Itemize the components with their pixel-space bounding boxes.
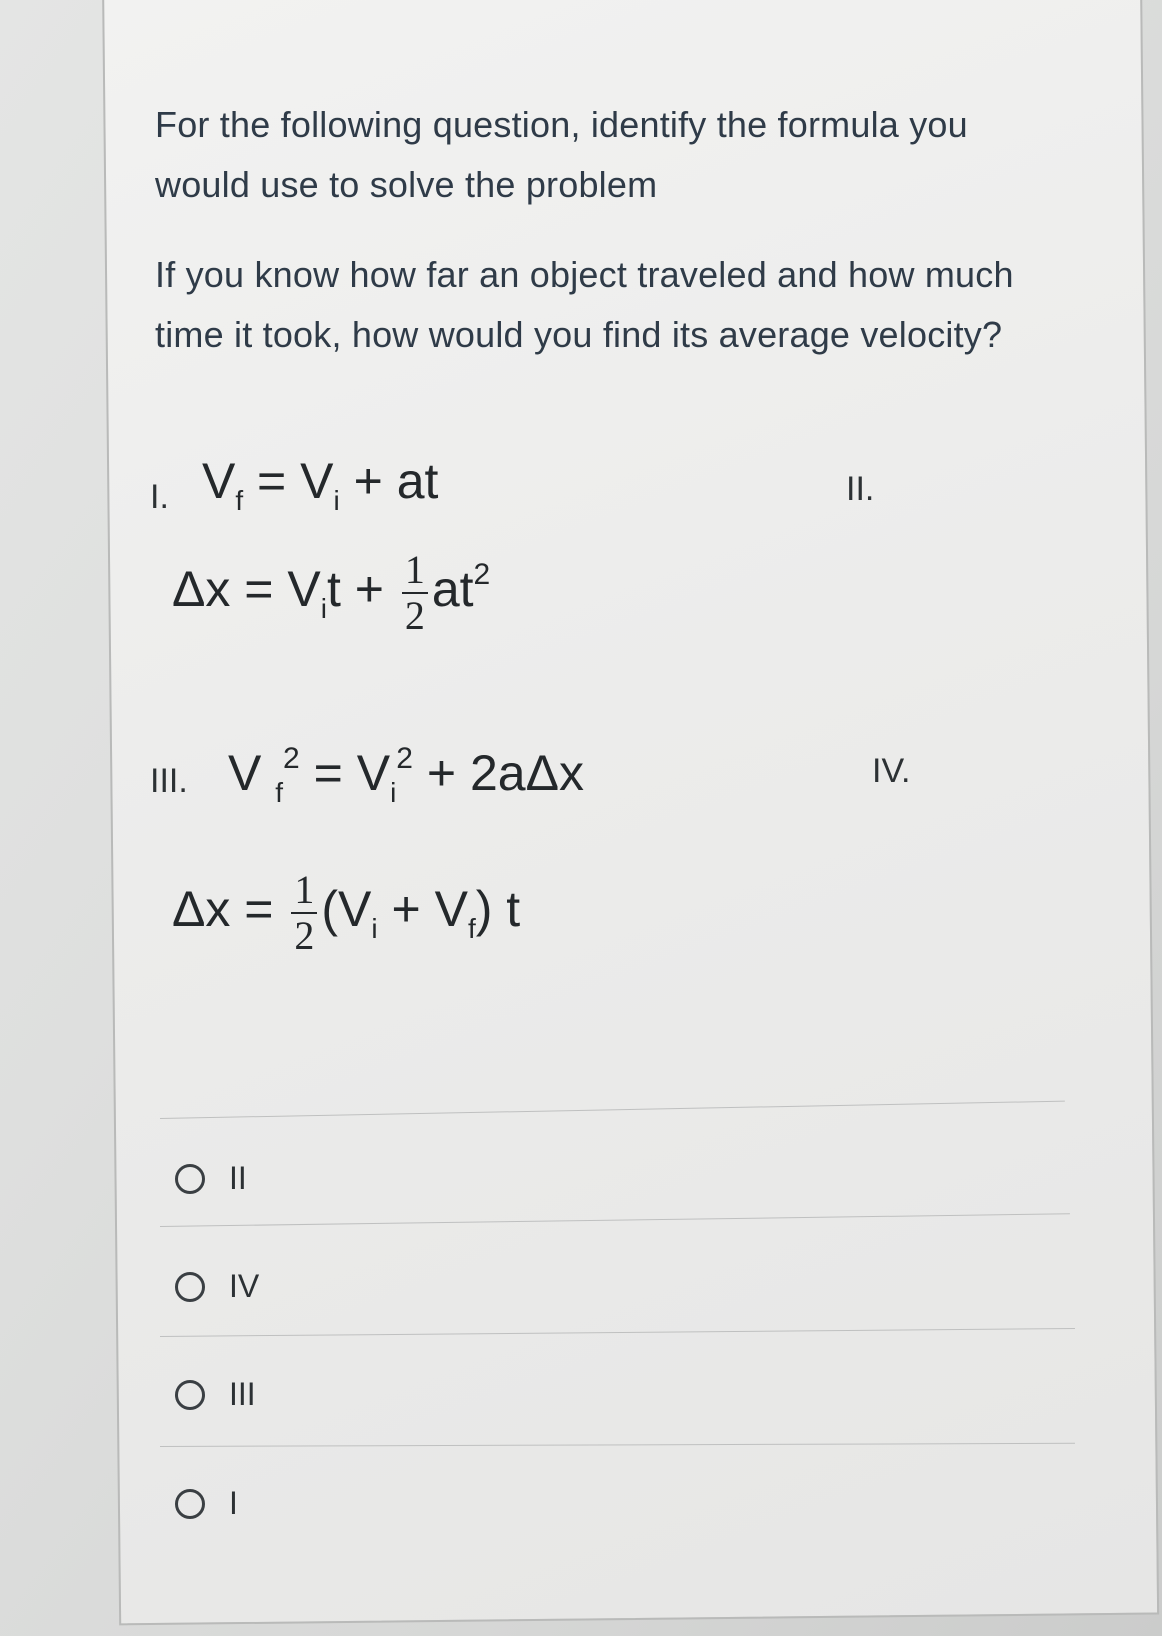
formula-ii: $\Delta x = V_it$ + $\frac{1}{2}$ $at^2$ <box>172 547 491 638</box>
question-card <box>102 0 1159 1625</box>
radio-button[interactable] <box>175 1272 205 1302</box>
answer-option-label: II <box>229 1160 247 1196</box>
answer-option-iv[interactable] <box>175 1268 259 1305</box>
answer-option-label: I <box>229 1485 238 1521</box>
radio-button[interactable] <box>175 1489 205 1519</box>
question-prompt: If you know how far an object traveled and how much time it took, how would you find its average velocity? <box>155 254 1014 355</box>
formula-label-iv: IV. <box>872 752 911 790</box>
fraction-one-half: $\frac{1}{2}$ <box>291 868 317 958</box>
radio-button[interactable] <box>175 1164 205 1194</box>
formula-label-iii: III. <box>150 762 188 800</box>
formula-i: $V_f = V_i$ + at <box>202 453 439 516</box>
answer-option-iii[interactable] <box>175 1376 256 1413</box>
answer-option-label: IV <box>229 1268 260 1304</box>
formula-label-ii: II. <box>846 470 875 508</box>
answer-option-ii[interactable] <box>175 1160 247 1197</box>
fraction-one-half: $\frac{1}{2}$ <box>402 548 428 638</box>
answer-option-i[interactable] <box>175 1485 238 1522</box>
answer-option-label: III <box>229 1376 256 1412</box>
formula-iv: Δx = $\frac{1}{2}$ $(V_i + V_f)$ t <box>172 867 521 958</box>
question-instruction: For the following question, identify the formula you would use to solve the problem <box>155 104 968 205</box>
formula-iii: V $_f^2 = V_i^2 + 2a\Delta x$ <box>228 742 584 808</box>
formula-label-i: I. <box>150 478 169 516</box>
radio-button[interactable] <box>175 1380 205 1410</box>
